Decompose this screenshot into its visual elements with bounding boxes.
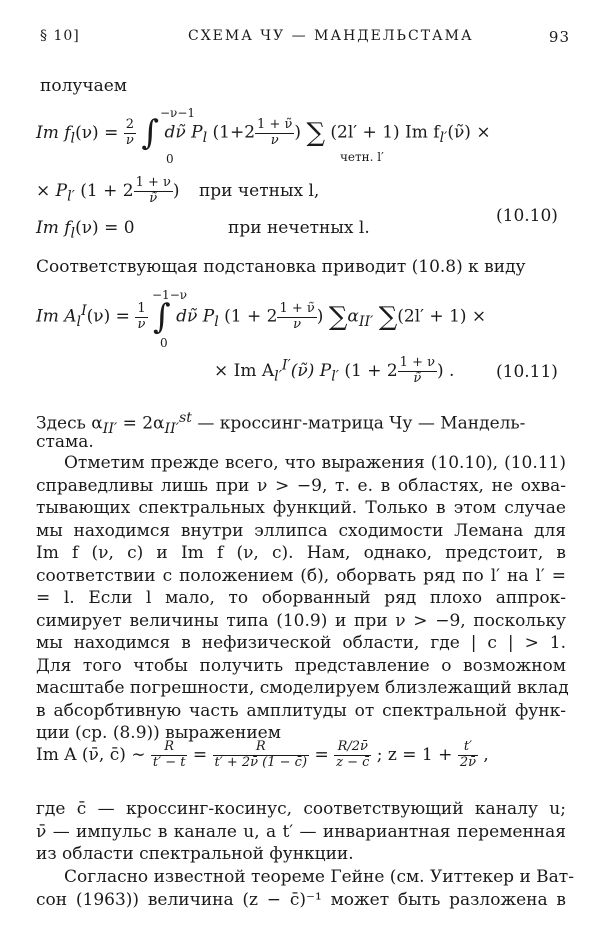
text-line: Для того чтобы получить представление о возможном: [36, 655, 566, 676]
integrand: dν̃ P: [164, 122, 203, 143]
paragraph-crossing-matrix-line-1: Здесь $\alpha_{II'} = 2\alpha_{II'}^{st}$ — кроссинг-матрица Чу — Мандель-: [36, 410, 526, 438]
text-line: в абсорбтивную часть амплитуды от спектральной функ-: [36, 700, 566, 721]
text-line: Согласно известной теореме Гейне (см. Уиттекер и Ват-: [64, 867, 574, 887]
condition-even: при четных l,: [198, 180, 320, 201]
eq-lhs: Im $f_l(\nu)$ =: [36, 122, 119, 146]
section-marker: § 10]: [40, 28, 80, 44]
text-line: Im f (ν, c) и Im f (ν, c). Нам, однако, предстоит, в: [36, 543, 566, 563]
text-line: тывающих спектральных функций. Только в этом случае: [36, 498, 566, 518]
running-header: [40, 28, 570, 50]
running-title: СХЕМА ЧУ — МАНДЕЛЬСТАМА: [188, 28, 474, 44]
text-line: мы находимся в нефизической области, где | c | > 1.: [36, 633, 566, 653]
integral-upper-limit-2: −1−ν: [152, 288, 188, 302]
integral-upper-limit: −ν−1: [160, 106, 196, 120]
text-line: где c̄ — кроссинг-косинус, соответствующий каналу u;: [36, 799, 566, 819]
text-line: соответствии с положением (б), оборвать ряд по l′ на l′ =: [36, 565, 566, 586]
sum-subscript: четн. l′: [340, 150, 384, 164]
page-number: 93: [548, 28, 570, 46]
text-line: справедливы лишь при ν > −9, т. е. в областях, не охва-: [36, 475, 566, 496]
inner-fraction-4: $\frac{1 + \nu}{\nũ}$: [399, 355, 436, 386]
inner-fraction-2: $\frac{1 + \nu}{\nũ}$: [135, 175, 171, 206]
integral-lower-limit: 0: [166, 152, 174, 166]
text-line: мы находимся внутри эллипса сходимости Лемана для: [36, 520, 566, 541]
eq-10-11-line-2: × Im $A_{l'}^{I'}(\nũ)$ $P_{l'}$ (1 + 2 $\frac{1 + \nu}{\nũ}$ ) .: [214, 355, 455, 386]
eq-10-10-line-1: Im $f_l(\nu)$ = $\frac{2}{\nu}$ ∫ dν̃ $P_l$ (1+2 $\frac{1 + \nũ}{\nu}$ ) ∑ (2l′ + 1) Im $f_{l'}(\nũ)$ ×: [36, 113, 491, 153]
condition-odd: при нечетных l.: [228, 218, 370, 238]
text-line: Отметим прежде всего, что выражения (10.10), (10.11): [64, 453, 566, 473]
eq-10-10-line-3: Im $f_l(\nu) = 0$: [36, 218, 135, 242]
text-line: = l. Если l мало, то оборванный ряд плохо аппрок-: [36, 588, 566, 608]
equation-number-10-11: (10.11): [496, 362, 558, 382]
intro-word: получаем: [40, 76, 128, 96]
text-line: ции (ср. (8.9)) выражением: [36, 723, 281, 743]
paragraph-main: [36, 452, 569, 745]
integral-sign-2: ∫: [153, 297, 171, 337]
equation-amplitude-model: Im A (ν̄, c̄) ∼ $\frac{R}{t' - t}$ = $\frac{R}{t' + 2\nū (1 - c̄)}$ = $\frac{R/2\nū}{z - c̄}$ ; z = 1 + $\frac{t'}{2\nū}$ ,: [36, 739, 489, 770]
paragraph-heine: [36, 866, 574, 911]
integral-lower-limit-2: 0: [160, 336, 168, 350]
text-line: сон (1963)) величина (z − c̄)⁻¹ может быть разложена в: [36, 889, 566, 910]
eq-10-10-line-2: × $P_{l'}$ (1 + 2 $\frac{1 + \nu}{\nũ}$ ) при четных l,: [36, 175, 320, 206]
text-line: ν̄ — импульс в канале u, а t′ — инвариантная переменная: [36, 821, 566, 842]
coef-fraction: $\frac{2}{\nu}$: [125, 116, 134, 148]
inner-fraction: $\frac{1 + \nũ}{\nu}$: [257, 116, 293, 148]
sum-sign: ∑: [306, 118, 325, 148]
eq-10-11-line-1: Im $A_l^I(\nu)$ = $\frac{1}{\nu}$ ∫ dν̃ $P_l$ (1 + 2 $\frac{1 + \nũ}{\nu}$ ) $\sum\alpha_{II'}$ ∑(2l′ + 1) ×: [36, 297, 487, 337]
paragraph-crossing-matrix-line-2: стама.: [36, 432, 94, 452]
text-line: симирует величины типа (10.9) и при ν > −9, поскольку: [36, 610, 566, 631]
inner-fraction-3: $\frac{1 + \nũ}{\nu}$: [279, 300, 315, 332]
sentence-substitution: Соответствующая подстановка приводит (10.8) к виду: [36, 257, 526, 277]
text-line: из области спектральной функции.: [36, 844, 354, 864]
paragraph-where: [36, 798, 566, 866]
coef-fraction-2: $\frac{1}{\nu}$: [137, 300, 146, 332]
text-line: масштабе погрешности, смоделируем близлежащий вклад: [36, 678, 569, 698]
equation-number-10-10: (10.10): [496, 206, 558, 226]
integral-sign: ∫: [141, 113, 160, 153]
